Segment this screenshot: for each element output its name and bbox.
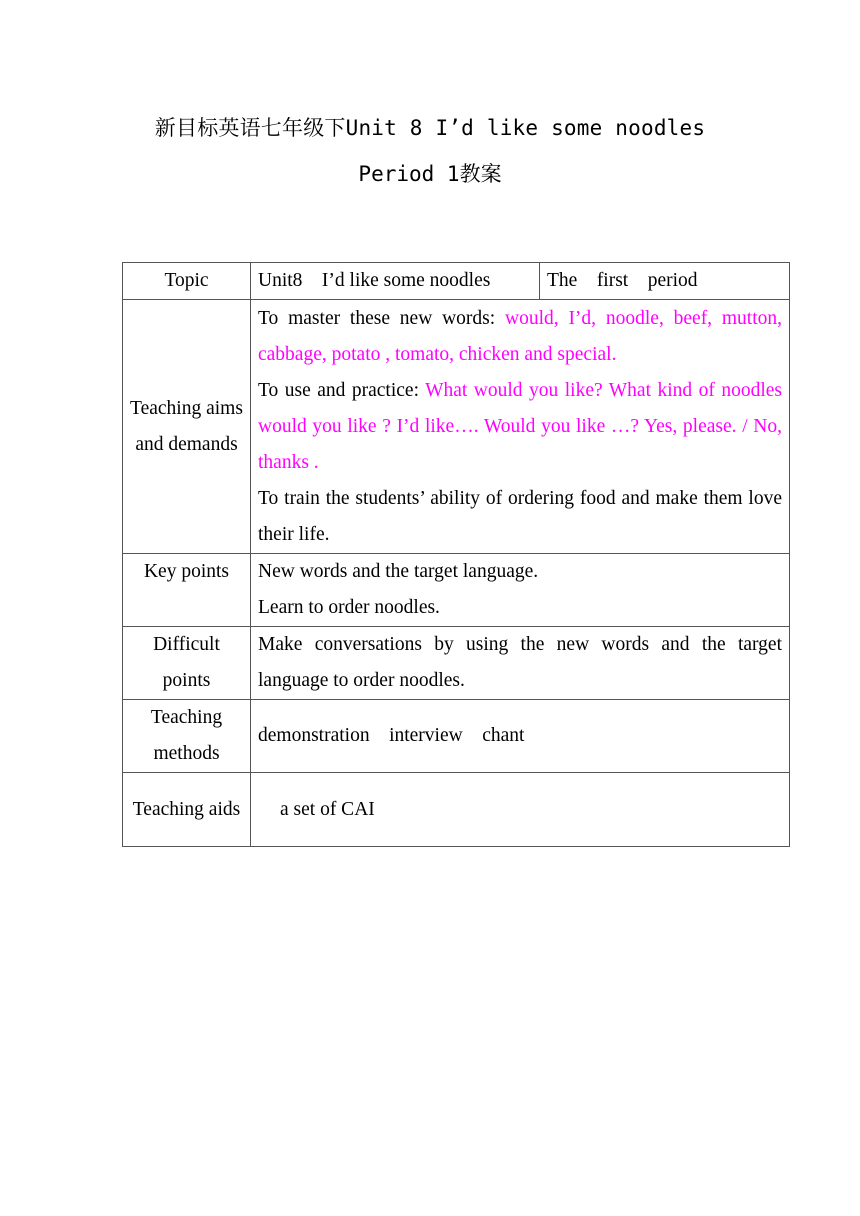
topic-period: The first period (540, 263, 790, 300)
document-subtitle: Period 1教案 (358, 162, 502, 186)
aims-train-line: To train the students’ ability of ordering food and make them love their life. (258, 487, 782, 545)
table-row-key-points (123, 554, 790, 627)
table-row-aims (123, 300, 790, 554)
aids-label: Teaching aids (123, 773, 251, 847)
aims-practice-prefix: To use and practice: (258, 379, 426, 401)
methods-label: Teaching methods (123, 700, 251, 773)
aims-words-prefix: To master these new words: (258, 307, 505, 329)
table-row-topic (123, 263, 790, 300)
table-row-difficult-points (123, 627, 790, 700)
aims-words-list: would, I’d, noodle, beef, mutton, cabbage, potato , tomato, chicken and special. (258, 307, 782, 365)
key-points-label: Key points (123, 554, 251, 627)
topic-label: Topic (123, 263, 251, 300)
difficult-points-label: Difficult points (123, 627, 251, 700)
document-title: 新目标英语七年级下Unit 8 I’d like some noodles (154, 116, 706, 140)
methods-content: demonstration interview chant (251, 700, 790, 773)
aims-practice-phrases: What would you like? What kind of noodles would you like ? I’d like…. Would you like …? Yes, please. / No, thanks . (258, 379, 802, 473)
key-points-content (251, 554, 790, 627)
topic-unit: Unit8 I’d like some noodles (251, 263, 540, 300)
aims-content (251, 300, 802, 554)
table-row-aids (123, 773, 790, 847)
difficult-points-content: Make conversations by using the new words and the target language to order noodles. (251, 627, 790, 700)
aims-words-line (258, 301, 782, 373)
aims-practice-line (258, 373, 802, 481)
aims-label: Teaching aims and demands (123, 300, 251, 554)
aids-content: a set of CAI (251, 773, 790, 847)
lesson-plan-table (122, 262, 802, 847)
table-row-methods (123, 700, 790, 773)
key-points-line-1: New words and the target language. (258, 561, 539, 582)
key-points-line-2: Learn to order noodles. (258, 597, 440, 618)
